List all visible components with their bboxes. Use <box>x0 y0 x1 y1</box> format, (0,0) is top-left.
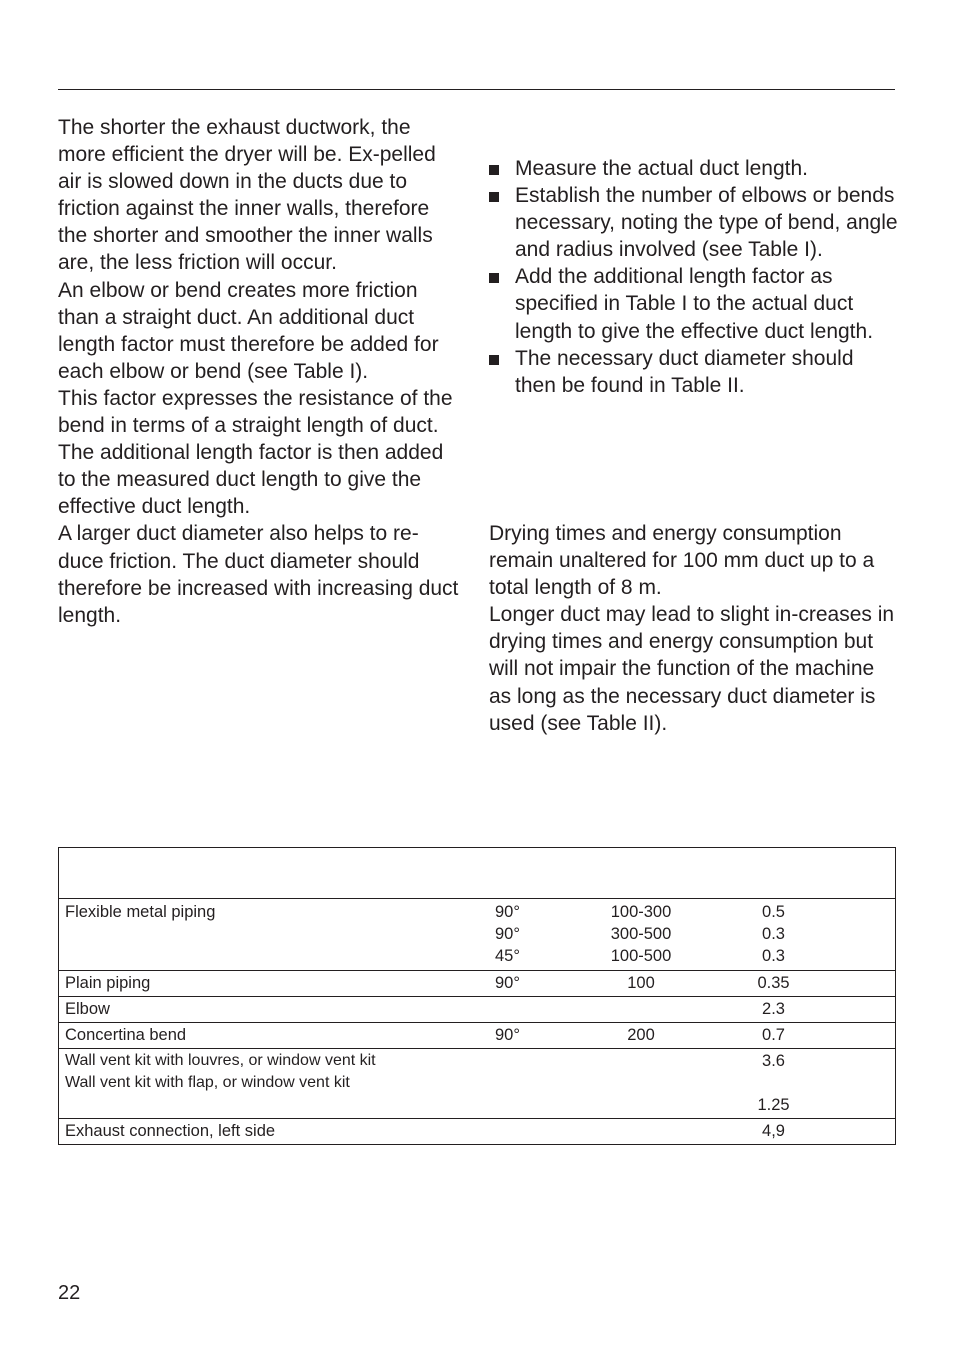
radius-cell <box>576 1119 706 1145</box>
component-cell: Concertina bend <box>59 1023 484 1049</box>
list-item <box>489 345 899 399</box>
factor-cell: 4,9 <box>706 1119 896 1145</box>
bullet-square-icon <box>489 165 499 175</box>
component-cell: Plain piping <box>59 971 484 997</box>
bullet-square-icon <box>489 273 499 283</box>
component-cell: Elbow <box>59 997 484 1023</box>
step-text: Establish the number of elbows or bends necessary, noting the type of bend, angle and radius involved (see Table I). <box>515 184 898 262</box>
table-row <box>59 1023 896 1049</box>
radius-cell <box>576 997 706 1023</box>
top-rule <box>58 89 895 90</box>
angle-cell <box>483 1119 576 1145</box>
angle-cell: 90° <box>483 1023 576 1049</box>
table-row <box>59 1049 896 1119</box>
radius-cell <box>576 1049 706 1119</box>
component-cell: Flexible metal piping <box>59 899 484 971</box>
paragraph: The additional length factor is then added to the measured duct length to give the effective duct length. <box>58 441 444 519</box>
bullet-square-icon <box>489 192 499 202</box>
factor-cell: 0.35 <box>706 971 896 997</box>
list-item <box>489 263 899 344</box>
left-text-column <box>58 114 463 629</box>
instruction-list <box>489 155 899 399</box>
paragraph: Longer duct may lead to slight in-creases in drying times and energy consumption but will not impair the function of the machine as long as the necessary duct diameter is used (see Table II). <box>489 603 895 735</box>
angle-cell <box>483 997 576 1023</box>
table-header-row <box>59 848 896 899</box>
bullet-square-icon <box>489 355 499 365</box>
radius-cell: 200 <box>576 1023 706 1049</box>
factor-cell: 0.5 0.3 0.3 <box>706 899 896 971</box>
component-cell <box>59 1049 484 1119</box>
list-item <box>489 182 899 263</box>
page-number: 22 <box>58 1282 81 1304</box>
list-item <box>489 155 899 182</box>
table-row <box>59 899 896 971</box>
radius-cell: 100 <box>576 971 706 997</box>
table-row <box>59 971 896 997</box>
factor-cell: 2.3 <box>706 997 896 1023</box>
paragraph: A larger duct diameter also helps to re-duce friction. The duct diameter should therefore be increased with increasing duct length. <box>58 522 459 627</box>
radius-cell: 100-300 300-500 100-500 <box>576 899 706 971</box>
step-text: The necessary duct diameter should then be found in Table II. <box>515 346 854 397</box>
angle-cell <box>483 1049 576 1119</box>
component-line: Wall vent kit with louvres, or window vent kit <box>65 1052 376 1069</box>
factor-cell <box>706 1049 896 1119</box>
step-text: Measure the actual duct length. <box>515 157 809 180</box>
paragraph: Drying times and energy consumption remain unaltered for 100 mm duct up to a total length of 8 m. <box>489 522 875 600</box>
duct-length-factor-table <box>58 847 896 1145</box>
factor-value: 1.25 <box>757 1096 790 1114</box>
step-text: Add the additional length factor as specified in Table I to the actual duct length to give the effective duct length. <box>515 265 874 343</box>
paragraph: This factor expresses the resistance of the bend in terms of a straight length of duct. <box>58 386 453 438</box>
paragraph: An elbow or bend creates more friction than a straight duct. An additional duct length factor must therefore be added for each elbow or bend (see Table I). <box>58 278 439 383</box>
paragraph: The shorter the exhaust ductwork, the more efficient the dryer will be. Ex-pelled air is slowed down in the ducts due to friction against the inner walls, therefore the shorter and smoother the inner walls are, the less friction will occur. <box>58 116 436 275</box>
factor-value: 3.6 <box>762 1052 785 1070</box>
right-text-column <box>489 520 899 737</box>
angle-cell: 90° <box>483 971 576 997</box>
table-row <box>59 997 896 1023</box>
table-row <box>59 1119 896 1145</box>
angle-cell: 90° 90° 45° <box>483 899 576 971</box>
component-line: Wall vent kit with flap, or window vent kit <box>65 1074 350 1091</box>
factor-cell: 0.7 <box>706 1023 896 1049</box>
component-cell: Exhaust connection, left side <box>59 1119 484 1145</box>
